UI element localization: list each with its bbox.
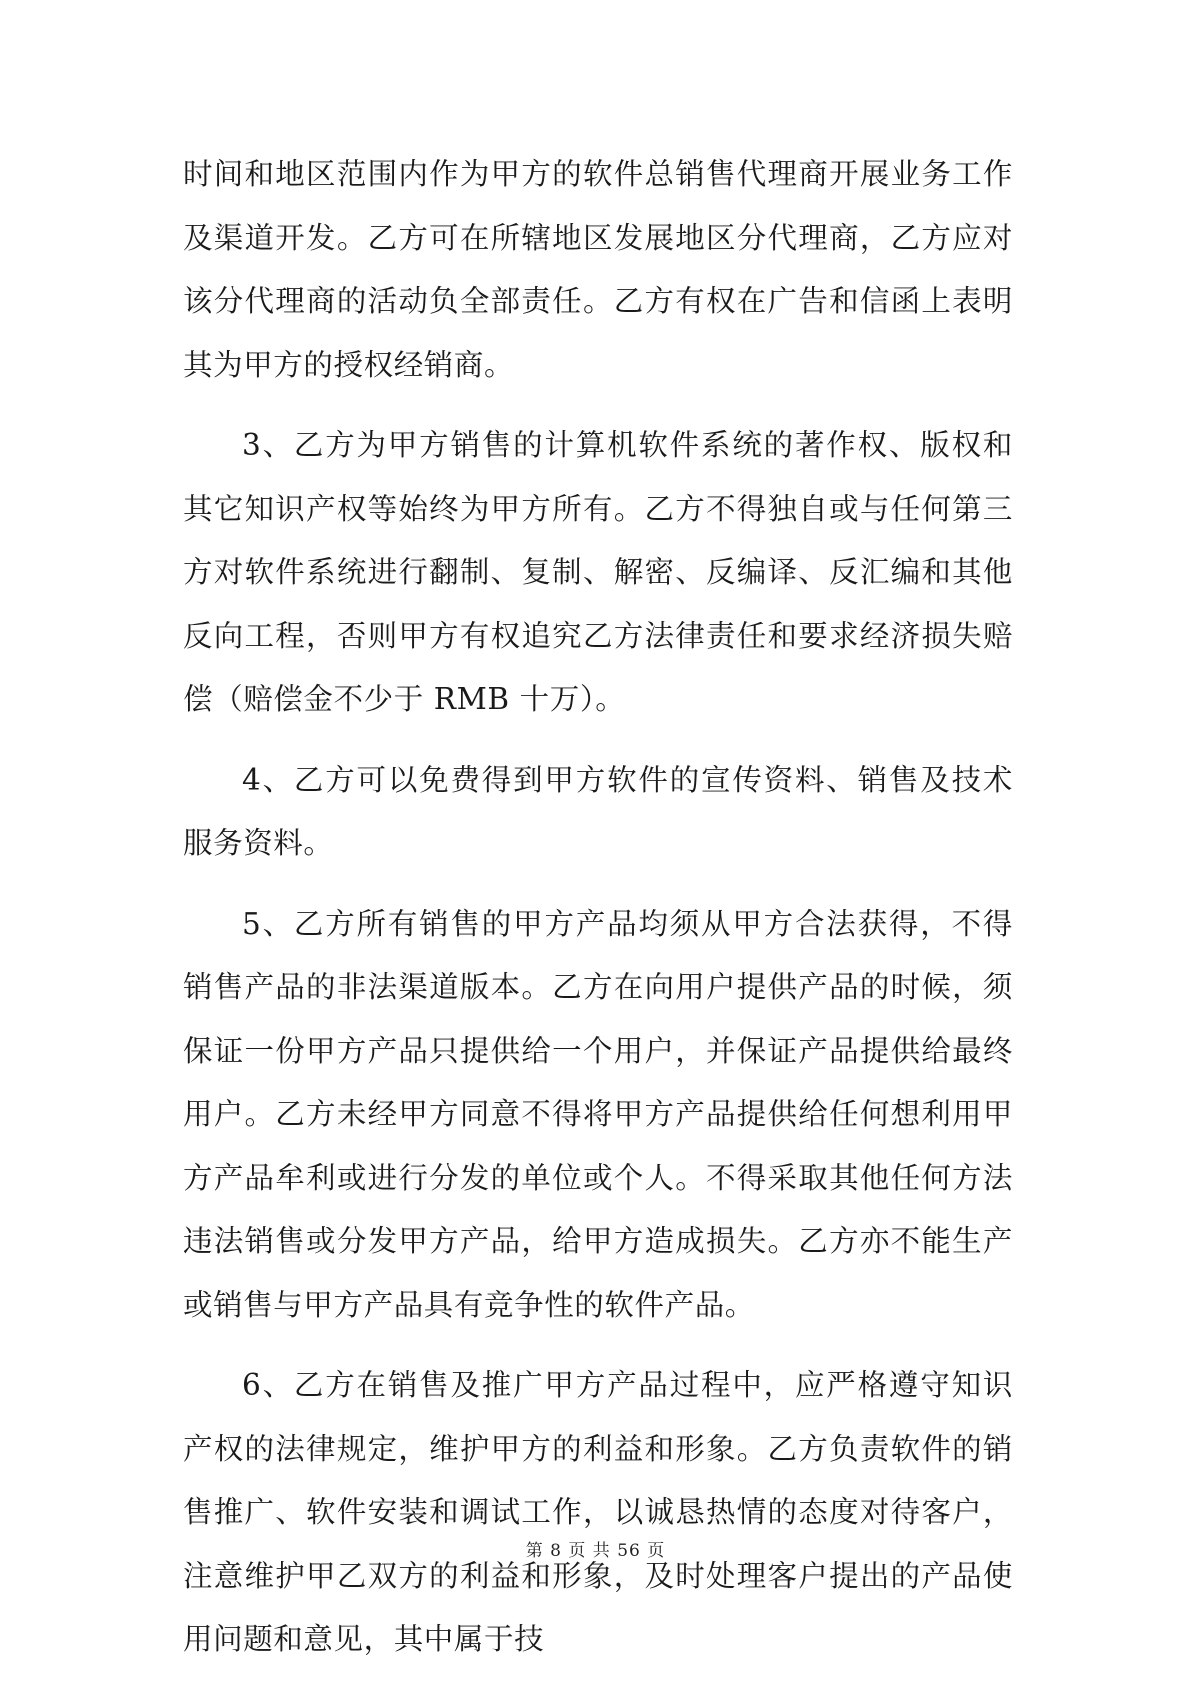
- paragraph-clause-5: 5、乙方所有销售的甲方产品均须从甲方合法获得，不得销售产品的非法渠道版本。乙方在向用户提供产品的时候，须保证一份甲方产品只提供给一个用户，并保证产品提供给最终用户。乙方未经甲方同意不得将甲方产品提供给任何想利用甲方产品牟利或进行分发的单位或个人。不得采取其他任何方法违法销售或分发甲方产品，给甲方造成损失。乙方亦不能生产或销售与甲方产品具有竞争性的软件产品。: [183, 906, 1013, 1322]
- document-body: [183, 143, 1013, 1672]
- paragraph-clause-6: 6、乙方在销售及推广甲方产品过程中，应严格遵守知识产权的法律规定，维护甲方的利益和形象。乙方负责软件的销售推广、软件安装和调试工作，以诚恳热情的态度对待客户，注意维护甲乙双方的利益和形象，及时处理客户提出的产品使用问题和意见，其中属于技: [183, 1368, 1013, 1656]
- paragraph-clause-4: 4、乙方可以免费得到甲方软件的宣传资料、销售及技术服务资料。: [183, 762, 1013, 860]
- page-number-footer: 第 8 页 共 56 页: [525, 1541, 666, 1561]
- paragraph-clause-3: 3、乙方为甲方销售的计算机软件系统的著作权、版权和其它知识产权等始终为甲方所有。乙方不得独自或与任何第三方对软件系统进行翻制、复制、解密、反编译、反汇编和其他反向工程，否则甲方有权追究乙方法律责任和要求经济损失赔偿（赔偿金不少于 RMB 十万）。: [183, 428, 1013, 716]
- paragraph-continuation: 时间和地区范围内作为甲方的软件总销售代理商开展业务工作及渠道开发。乙方可在所辖地区发展地区分代理商，乙方应对该分代理商的活动负全部责任。乙方有权在广告和信函上表明其为甲方的授权经销商。: [183, 157, 1013, 382]
